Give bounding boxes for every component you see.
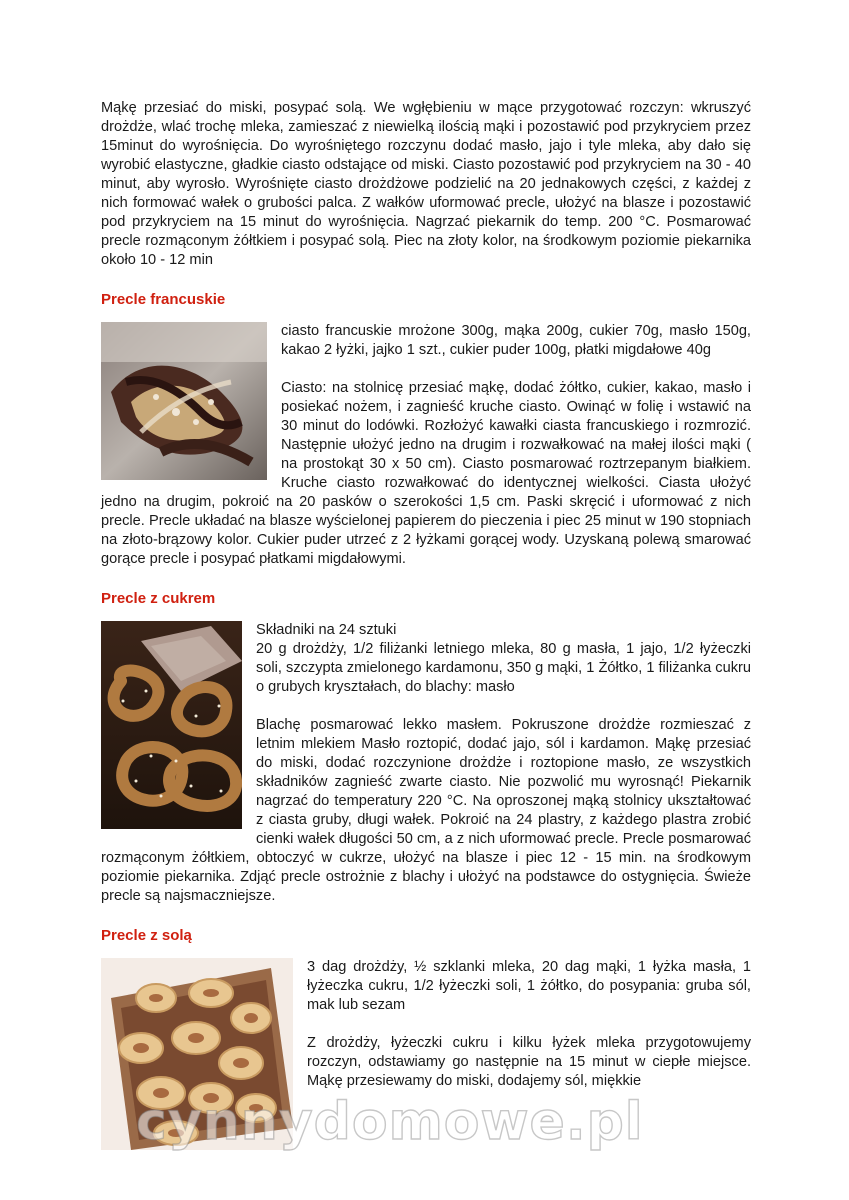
section-method: Ciasto: na stolnicę przesiać mąkę, dodać żółtko, cukier, kakao, masło i posiekać nożem, i zagnieść kruche ciasto. Owinąć w folię i wstawić na 30 minut do lodówki. Rozłożyć kawałki ciasta francuskiego i rozmrozić. Następnie ułożyć jedno na drugim i rozwałkować na małej ilości mąki ( na prostokąt 30 x 50 cm). Ciasto posmarować roztrzepanym białkiem. Kruche ciasto rozwałkować do identycznej wielkości. Ciasta ułożyć jedno na drugim, pokroić na 20 pasków o szerokości 1,5 cm. Paski skręcić i uformować z nich precle. Precle układać na blasze wyścielonej papierem do pieczenia i piec 25 minut w 190 stopniach na złoto-brązowy kolor. Cukier puder utrzeć z 2 łyżkami gorącej wody. Uzyskaną polewą smarować gorące precle i posypać płatkami migdałowymi. [101,380,751,567]
section-method: Z drożdży, łyżeczki cukru i kilku łyżek mleka przygotowujemy rozczyn, odstawiamy go następnie na 15 minut w ciepłe miejsce. Mąkę przesiewamy do miski, dodajemy sól, miękkie [307,1035,751,1089]
section-ingredients: 20 g drożdży, 1/2 filiżanki letniego mleka, 80 g masła, 1 jajo, 1/2 łyżeczki soli, szczypta zmielonego kardamonu, 350 g mąki, 1 Żółtko, 1 filiżanka cukru o grubych kryształach, do blachy: masło [256,641,751,695]
watermark: cynnydomowe.pl [136,1092,644,1152]
section-ingredients: 3 dag drożdży, ½ szklanki mleka, 20 dag mąki, 1 łyżka masła, 1 łyżeczka cukru, 1/2 łyżeczki soli, 1 żółtko, do posypania: gruba sól, mak lub sezam [307,959,751,1013]
photo-precle-z-cukrem [101,621,242,829]
section-title: Precle francuskie [101,291,226,308]
section-title: Precle z solą [101,927,192,944]
section-precle-z-cukrem [101,589,751,906]
section-ingredients: ciasto francuskie mrożone 300g, mąka 200g, cukier 70g, masło 150g, kakao 2 łyżki, jajko 1 szt., cukier puder 100g, płatki migdałowe 40g [281,323,751,358]
photo-precle-francuskie [101,322,267,480]
recipe-page [101,99,751,1172]
section-title: Precle z cukrem [101,590,216,607]
intro-paragraph: Mąkę przesiać do miski, posypać solą. We wgłębieniu w mące przygotować rozczyn: wkruszyć drożdże, wlać trochę mleka, zamieszać z niewielką ilością mąki i pozostawić pod przykryciem przez 15minut do wyrośnięcia. Do wyrośniętego rozczynu dodać masło, jajo i tyle mleka, aby dało się wyrobić elastyczne, gładkie ciasto odstające od miski. Ciasto pozostawić pod przykryciem na 30 - 40 minut, aby wyrosło. Wyrośnięte ciasto drożdżowe podzielić na 20 jednakowych części, z każdej z nich formować wałek o grubości palca. Z wałków uformować precle, ułożyć na blasze i pozostawić pod przykryciem na 15 minut do wyrośnięcia. Nagrzać piekarnik do temp. 200 °C. Posmarować precle rozmąconym żółtkiem i posypać solą. Piec na złoty kolor, na środkowym poziomie piekarnika około 10 - 12 min [101,100,751,268]
section-precle-francuskie [101,290,751,569]
section-method: Blachę posmarować lekko masłem. Pokruszone drożdże rozmieszać z letnim mlekiem Masło roztopić, dodać jajo, sól i kardamon. Mąkę przesiać do miski, dodać rozczynione drożdże i roztopione masło, ze wszystkich składników zagnieść zwarte ciasto. Nie pozwolić mu wyrosnąć! Piekarnik nagrzać do temperatury 220 °C. Na oproszonej mąką stolnicy ukształtować z ciasta gruby, długi wałek. Pokroić na 24 plastry, z każdego plastra zrobić cienki wałek długości 50 cm, a z nich uformować precle. Precle posmarować rozmąconym żółtkiem, obtoczyć w cukrze, ułożyć na blasze i piec 12 - 15 min. na środkowym poziomie piekarnika. Zdjąć precle ostrożnie z blachy i ułożyć na podstawce do ostygnięcia. Świeże precle są najsmaczniejsze. [101,717,751,904]
section-servings: Składniki na 24 sztuki [256,622,397,638]
